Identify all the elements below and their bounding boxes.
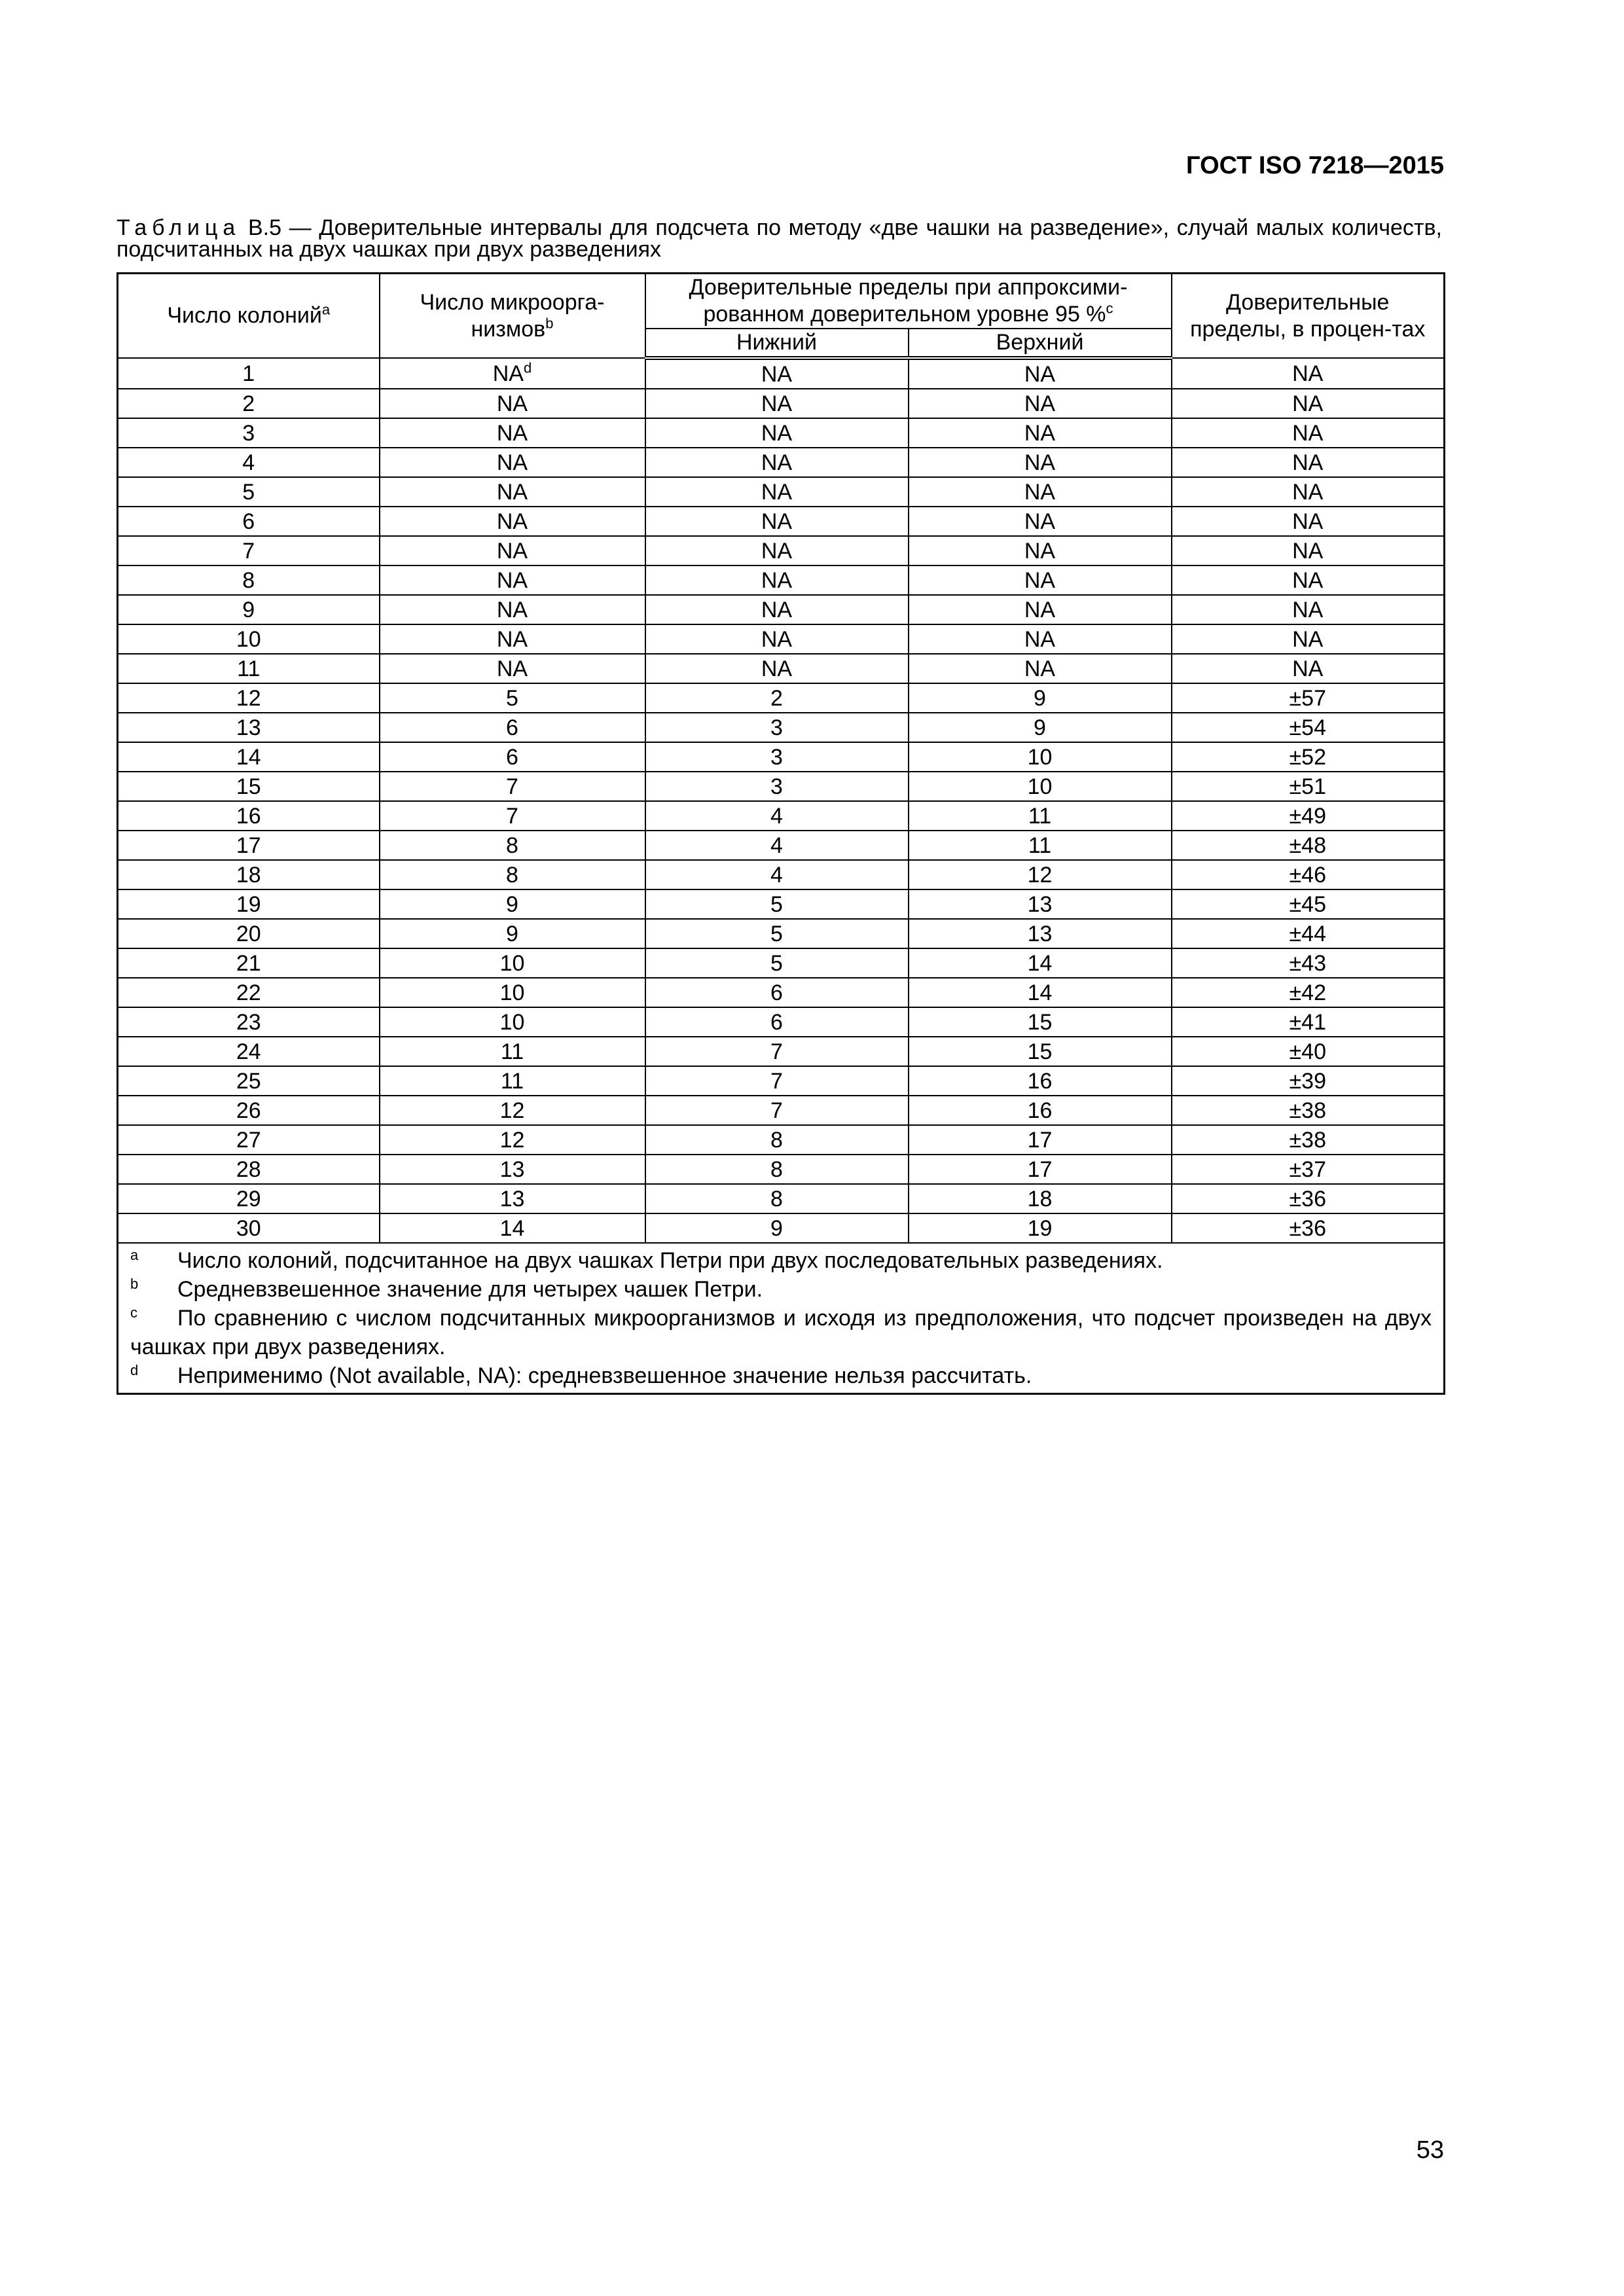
table-cell: 3 — [645, 742, 909, 772]
table-cell: ±52 — [1172, 742, 1445, 772]
table-cell: 5 — [118, 477, 380, 507]
table-row — [118, 772, 1445, 801]
table-cell: 9 — [380, 919, 645, 948]
table-row — [118, 919, 1445, 948]
table-cell: NA — [380, 624, 645, 654]
table-cell: 5 — [645, 889, 909, 919]
table-cell: 23 — [118, 1007, 380, 1037]
footnote-text: Число колоний, подсчитанное на двух чашках Петри при двух последовательных разведениях. — [177, 1248, 1163, 1273]
table-row — [118, 624, 1445, 654]
footnote-text: По сравнению с числом подсчитанных микроорганизмов и исходя из предположения, что подсчет произведен на двух чашках при двух разведениях. — [130, 1306, 1432, 1359]
table-row — [118, 801, 1445, 831]
table-cell: NA — [380, 565, 645, 595]
header-lower: Нижний — [645, 329, 909, 358]
table-cell: NA — [1172, 477, 1445, 507]
table-row — [118, 1037, 1445, 1066]
table-cell: 13 — [118, 713, 380, 742]
table-cell: NA — [380, 389, 645, 418]
table-row — [118, 1096, 1445, 1125]
table-cell: 2 — [118, 389, 380, 418]
table-cell: ±48 — [1172, 831, 1445, 860]
table-row — [118, 358, 1445, 389]
table-cell: 9 — [909, 713, 1172, 742]
table-row — [118, 713, 1445, 742]
table-cell: 17 — [118, 831, 380, 860]
table-cell: 19 — [909, 1213, 1172, 1243]
table-cell: NA — [1172, 418, 1445, 448]
caption-text: B.5 — Доверительные интервалы для подсчета по методу «две чашки на разведение», случай малых количеств, подсчитанных на двух чашках при двух разведениях — [117, 215, 1442, 262]
table-row — [118, 477, 1445, 507]
table-cell: NA — [1172, 654, 1445, 683]
table-cell: 7 — [645, 1066, 909, 1096]
table-cell: ±36 — [1172, 1213, 1445, 1243]
table-cell: NA — [645, 624, 909, 654]
table-cell: $NA^d$ — [380, 358, 645, 389]
table-cell: ±43 — [1172, 948, 1445, 978]
table-cell: 8 — [645, 1184, 909, 1213]
table-cell: 17 — [909, 1155, 1172, 1184]
table-cell: 13 — [380, 1155, 645, 1184]
table-cell: NA — [645, 389, 909, 418]
footnotes — [118, 1243, 1445, 1394]
table-cell: NA — [909, 624, 1172, 654]
table-cell: 8 — [380, 860, 645, 889]
table-cell: 14 — [118, 742, 380, 772]
table-cell: 2 — [645, 683, 909, 713]
table-row — [118, 654, 1445, 683]
table-cell: NA — [1172, 595, 1445, 624]
table-cell: 27 — [118, 1125, 380, 1155]
table-cell: 24 — [118, 1037, 380, 1066]
table-cell: NA — [1172, 624, 1445, 654]
table-cell: 12 — [380, 1125, 645, 1155]
table-cell: 10 — [909, 772, 1172, 801]
table-cell: NA — [1172, 536, 1445, 565]
table-row — [118, 948, 1445, 978]
table-row — [118, 742, 1445, 772]
table-row — [118, 889, 1445, 919]
table-cell: NA — [645, 418, 909, 448]
table-cell: NA — [909, 536, 1172, 565]
table-cell: NA — [380, 418, 645, 448]
footnote-ref: c — [1106, 300, 1113, 317]
table-cell: ±38 — [1172, 1125, 1445, 1155]
table-cell: 4 — [645, 860, 909, 889]
table-cell: 11 — [909, 831, 1172, 860]
table-cell: 3 — [645, 713, 909, 742]
table-cell: 30 — [118, 1213, 380, 1243]
table-cell: 8 — [380, 831, 645, 860]
table-cell: 15 — [909, 1037, 1172, 1066]
table-cell: 11 — [380, 1037, 645, 1066]
table-cell: 26 — [118, 1096, 380, 1125]
table-cell: NA — [1172, 358, 1445, 389]
footnote-ref: d — [523, 359, 532, 376]
table-cell: NA — [645, 358, 909, 389]
table-row — [118, 683, 1445, 713]
table-cell: 6 — [118, 507, 380, 536]
table-cell: 10 — [118, 624, 380, 654]
table-cell: NA — [909, 595, 1172, 624]
table-cell: 28 — [118, 1155, 380, 1184]
table-cell: NA — [1172, 565, 1445, 595]
table-cell: 9 — [118, 595, 380, 624]
table-cell: 25 — [118, 1066, 380, 1096]
table-cell: 8 — [645, 1125, 909, 1155]
table-cell: NA — [909, 448, 1172, 477]
table-cell: 10 — [909, 742, 1172, 772]
table-cell: ±38 — [1172, 1096, 1445, 1125]
table-cell: NA — [645, 507, 909, 536]
footnote-text: Средневзвешенное значение для четырех чашек Петри. — [177, 1277, 763, 1302]
footnote: a Число колоний, подсчитанное на двух чашках Петри при двух последовательных разведениях. — [130, 1246, 1163, 1273]
table-cell: NA — [380, 477, 645, 507]
table-cell: ±57 — [1172, 683, 1445, 713]
table-cell: NA — [1172, 448, 1445, 477]
table-cell: ±36 — [1172, 1184, 1445, 1213]
table-cell: ±42 — [1172, 978, 1445, 1007]
page-number: 53 — [1416, 2136, 1444, 2164]
table-cell: ±54 — [1172, 713, 1445, 742]
table-cell: 6 — [380, 713, 645, 742]
table-cell: ±39 — [1172, 1066, 1445, 1096]
table-cell: 13 — [909, 889, 1172, 919]
table-caption — [117, 217, 1442, 260]
table-cell: 11 — [380, 1066, 645, 1096]
table-cell: 5 — [380, 683, 645, 713]
table-cell: NA — [380, 507, 645, 536]
table-cell: ±46 — [1172, 860, 1445, 889]
table-cell: 14 — [909, 948, 1172, 978]
confidence-table — [117, 272, 1445, 1395]
table-cell: 6 — [645, 978, 909, 1007]
table-cell: 7 — [380, 801, 645, 831]
table-cell: 5 — [645, 919, 909, 948]
table-cell: NA — [909, 565, 1172, 595]
table-row — [118, 448, 1445, 477]
table-cell: NA — [909, 654, 1172, 683]
table-cell: 4 — [645, 831, 909, 860]
table-cell: 16 — [909, 1066, 1172, 1096]
table-cell: 14 — [909, 978, 1172, 1007]
table-cell: 18 — [909, 1184, 1172, 1213]
table-row — [118, 1007, 1445, 1037]
table-cell: NA — [1172, 507, 1445, 536]
table-cell: 7 — [645, 1096, 909, 1125]
table-cell: NA — [380, 595, 645, 624]
table-cell: 12 — [380, 1096, 645, 1125]
table-cell: 15 — [909, 1007, 1172, 1037]
table-cell: 18 — [118, 860, 380, 889]
table-cell: 10 — [380, 978, 645, 1007]
table-cell: NA — [909, 389, 1172, 418]
table-cell: 9 — [909, 683, 1172, 713]
table-cell: 7 — [645, 1037, 909, 1066]
table-cell: 15 — [118, 772, 380, 801]
table-cell: NA — [645, 595, 909, 624]
table-cell: ±49 — [1172, 801, 1445, 831]
table-cell: NA — [909, 358, 1172, 389]
table-cell: 7 — [380, 772, 645, 801]
table-row — [118, 831, 1445, 860]
table-cell: ±45 — [1172, 889, 1445, 919]
caption-label: Таблица — [117, 215, 241, 240]
table-cell: NA — [380, 448, 645, 477]
header-colonies: Число колоний$^a$ — [118, 274, 380, 359]
table-cell: 10 — [380, 948, 645, 978]
table-row — [118, 536, 1445, 565]
table-cell: 22 — [118, 978, 380, 1007]
table-cell: ±44 — [1172, 919, 1445, 948]
table-row — [118, 389, 1445, 418]
document-id: ГОСТ ISO 7218—2015 — [1186, 152, 1444, 179]
footnote: d Неприменимо (Not available, NA): средневзвешенное значение нельзя рассчитать. — [130, 1361, 1032, 1388]
table-row — [118, 860, 1445, 889]
table-cell: 7 — [118, 536, 380, 565]
table-cell: NA — [645, 654, 909, 683]
table-cell: NA — [380, 654, 645, 683]
header-microorganisms: Число микроорга-низмов$^b$ — [380, 274, 645, 359]
table-row — [118, 978, 1445, 1007]
table-cell: 9 — [380, 889, 645, 919]
table-cell: 17 — [909, 1125, 1172, 1155]
table-cell: 14 — [380, 1213, 645, 1243]
header-upper: Верхний — [909, 329, 1172, 358]
table-cell: 10 — [380, 1007, 645, 1037]
table-cell: NA — [645, 477, 909, 507]
table-cell: 5 — [645, 948, 909, 978]
table-row — [118, 1213, 1445, 1243]
table-cell: 1 — [118, 358, 380, 389]
table-cell: 3 — [118, 418, 380, 448]
table-cell: NA — [645, 565, 909, 595]
footnote-ref: b — [545, 315, 554, 332]
table-cell: 4 — [118, 448, 380, 477]
table-cell: 21 — [118, 948, 380, 978]
table-row — [118, 565, 1445, 595]
table-cell: 19 — [118, 889, 380, 919]
footnote-ref: a — [321, 301, 331, 318]
table-cell: 11 — [909, 801, 1172, 831]
table-row — [118, 595, 1445, 624]
table-cell: 13 — [380, 1184, 645, 1213]
table-cell: 4 — [645, 801, 909, 831]
header-limits-group: Доверительные пределы при аппроксими-рованном доверительном уровне 95 %$^c$ — [645, 274, 1172, 329]
table-cell: NA — [645, 536, 909, 565]
table-cell: 6 — [380, 742, 645, 772]
table-row — [118, 1125, 1445, 1155]
table-row — [118, 418, 1445, 448]
table-cell: 16 — [909, 1096, 1172, 1125]
table-cell: NA — [1172, 389, 1445, 418]
table-cell: ±41 — [1172, 1007, 1445, 1037]
footnote: c По сравнению с числом подсчитанных микроорганизмов и исходя из предположения, что подсчет произведен на двух чашках при двух разведениях. — [130, 1304, 1432, 1359]
table-cell: NA — [909, 418, 1172, 448]
table-cell: ±37 — [1172, 1155, 1445, 1184]
table-cell: 8 — [118, 565, 380, 595]
table-row — [118, 1184, 1445, 1213]
table-cell: ±40 — [1172, 1037, 1445, 1066]
table-cell: 3 — [645, 772, 909, 801]
table-cell: 9 — [645, 1213, 909, 1243]
footnote: b Средневзвешенное значение для четырех чашек Петри. — [130, 1275, 763, 1302]
table-cell: 6 — [645, 1007, 909, 1037]
table-row — [118, 507, 1445, 536]
table-cell: ±51 — [1172, 772, 1445, 801]
table-row — [118, 1155, 1445, 1184]
table-cell: NA — [909, 507, 1172, 536]
table-cell: 20 — [118, 919, 380, 948]
table-cell: NA — [909, 477, 1172, 507]
table-cell: 11 — [118, 654, 380, 683]
table-cell: 12 — [118, 683, 380, 713]
footnote-text: Неприменимо (Not available, NA): средневзвешенное значение нельзя рассчитать. — [177, 1363, 1032, 1388]
table-cell: 16 — [118, 801, 380, 831]
table-cell: NA — [645, 448, 909, 477]
table-cell: 29 — [118, 1184, 380, 1213]
table-cell: 8 — [645, 1155, 909, 1184]
table-body — [118, 358, 1445, 1243]
table-cell: 12 — [909, 860, 1172, 889]
table-cell: 13 — [909, 919, 1172, 948]
table-cell: NA — [380, 536, 645, 565]
header-percent: Доверительные пределы, в процен-тах — [1172, 274, 1445, 359]
table-row — [118, 1066, 1445, 1096]
